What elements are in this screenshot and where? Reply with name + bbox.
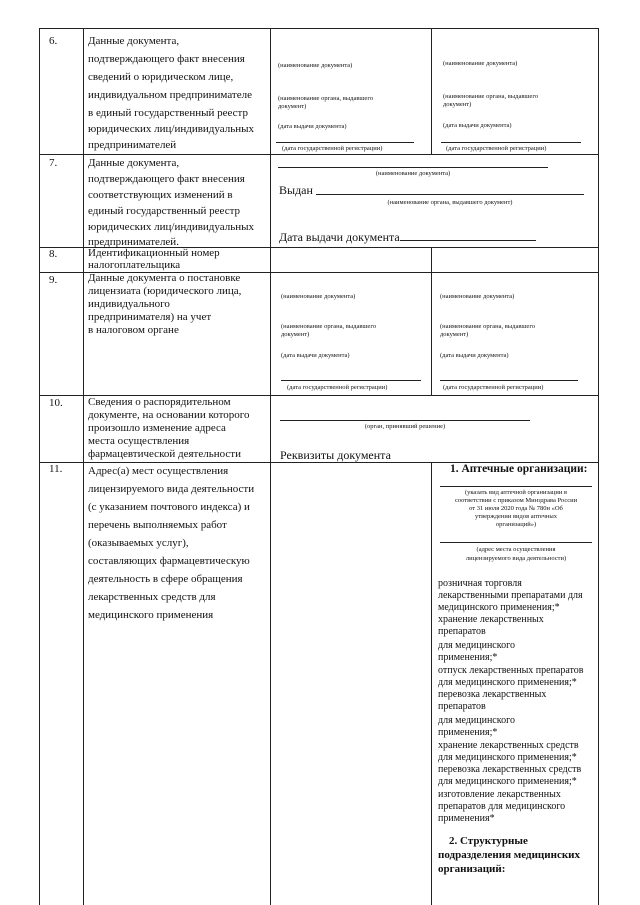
- issue-date-label: Дата выдачи документа: [279, 230, 400, 244]
- row-desc-line: налогоплательщика: [88, 259, 181, 271]
- caption-registration-date: (дата государственной регистрации): [287, 384, 388, 391]
- section2-title: 2. Структурные: [449, 835, 528, 847]
- service-item: для медицинского применения;*: [438, 752, 577, 763]
- caption-doc-name: (наименование документа): [443, 60, 518, 67]
- row-desc-line: Идентификационный номер: [88, 247, 220, 259]
- issue-date-field[interactable]: [400, 240, 536, 241]
- row-desc-line: составляющих фармацевтическую: [88, 555, 250, 567]
- caption-pharmacy-type: от 31 июля 2020 года № 780н «Об: [469, 505, 563, 512]
- row-desc-line: лекарственных средств для: [88, 591, 216, 603]
- row-desc-line: места осуществления: [88, 435, 190, 447]
- caption-registration-date: (дата государственной регистрации): [446, 145, 547, 152]
- row-number: 11.: [49, 463, 63, 475]
- service-item: хранение лекарственных средств: [438, 740, 579, 751]
- row-desc-line: (с указанием почтового индекса) и: [88, 501, 250, 513]
- caption-registration-date: (дата государственной регистрации): [443, 384, 544, 391]
- service-item: для медицинского применения;*: [438, 677, 577, 688]
- row-desc-line: юридических лиц/индивидуальных: [88, 221, 255, 233]
- row-desc-line: индивидуального: [88, 298, 170, 310]
- row-desc-line: сведений о юридическом лице,: [88, 71, 234, 83]
- service-item: перевозка лекарственных средств: [438, 764, 582, 775]
- caption-issue-date: (дата выдачи документа): [278, 123, 347, 130]
- row-desc-line: Данные документа,: [88, 35, 180, 47]
- row-desc-line: медицинского применения: [88, 609, 214, 621]
- row-number: 8.: [49, 248, 58, 260]
- caption-issue-date: (дата выдачи документа): [443, 122, 512, 129]
- service-item: изготовление лекарственных: [438, 789, 561, 800]
- caption-issuer: (наименование органа, выдавшего документ): [387, 199, 513, 206]
- caption-issuer-cont: документ): [281, 331, 310, 338]
- caption-pharmacy-type: утверждении видов аптечных: [474, 513, 557, 520]
- caption-pharmacy-type: организаций»): [495, 521, 537, 528]
- caption-issuer-cont: документ): [443, 101, 472, 108]
- row-desc-line: юридических лиц/индивидуальных: [88, 123, 255, 135]
- caption-pharmacy-type: (указать вид аптечной организации в: [464, 489, 568, 496]
- section2-title: подразделения медицинских: [438, 849, 581, 861]
- row-desc-line: в налоговом органе: [88, 324, 179, 336]
- row-desc-line: подтверждающего факт внесения: [88, 173, 245, 185]
- row-desc-line: Сведения о распорядительном: [88, 396, 231, 408]
- authority-field[interactable]: [280, 420, 530, 421]
- caption-authority: (орган, принявший решение): [364, 423, 446, 430]
- service-item: препаратов для медицинского: [438, 801, 566, 812]
- service-item: для медицинского применения;*: [438, 776, 577, 787]
- row-desc-line: Данные документа о постановке: [88, 272, 241, 284]
- row-desc-line: индивидуальном предпринимателе: [88, 89, 252, 101]
- row-desc-line: перечень выполняемых работ: [88, 519, 227, 531]
- row-desc-line: единый государственный реестр: [88, 205, 241, 217]
- service-item: перевозка лекарственных: [438, 689, 547, 700]
- caption-address: лицензируемого вида деятельности): [465, 555, 567, 562]
- service-item: лекарственными препаратами для: [438, 590, 583, 601]
- row-desc-line: соответствующих изменений в: [88, 189, 233, 201]
- row-desc-line: предпринимателей: [88, 139, 177, 151]
- service-item: розничная торговля: [438, 578, 522, 589]
- service-item: медицинского применения;*: [438, 602, 560, 613]
- row-number: 10.: [49, 397, 63, 409]
- caption-issuer: (наименование органа, выдавшего: [440, 323, 536, 330]
- row-desc-line: лицензиата (юридического лица,: [88, 285, 242, 297]
- caption-issuer: (наименование органа, выдавшего: [443, 93, 539, 100]
- row-desc-line: в единый государственный реестр: [88, 107, 248, 119]
- row-desc-line: предпринимателя) на учет: [88, 311, 212, 323]
- section1-title: 1. Аптечные организации:: [450, 463, 588, 475]
- issued-field[interactable]: [316, 194, 584, 195]
- caption-issue-date: (дата выдачи документа): [440, 352, 509, 359]
- details-label: Реквизиты документа: [280, 448, 391, 462]
- caption-doc-name: (наименование документа): [281, 293, 356, 300]
- row-desc-line: Адрес(а) мест осуществления: [88, 465, 229, 477]
- row-desc-line: документе, на основании которого: [88, 409, 250, 421]
- row-desc-line: произошло изменение адреса: [88, 422, 226, 434]
- row-desc-line: лицензируемого вида деятельности: [88, 483, 255, 495]
- row-desc-line: Данные документа,: [88, 157, 180, 169]
- service-item: хранение лекарственных: [438, 614, 544, 625]
- caption-issue-date: (дата выдачи документа): [281, 352, 350, 359]
- row-number: 9.: [49, 274, 58, 286]
- service-item: препаратов: [438, 701, 486, 712]
- row-desc-line: (оказываемых услуг),: [88, 537, 189, 549]
- caption-issuer: (наименование органа, выдавшего: [281, 323, 377, 330]
- row-number: 7.: [49, 157, 58, 169]
- section2-title: организаций:: [438, 863, 506, 875]
- row-desc-line: деятельность в сфере обращения: [88, 573, 243, 585]
- caption-issuer-cont: документ): [278, 103, 307, 110]
- service-item: для медицинского: [438, 715, 515, 726]
- service-item: для медицинского: [438, 640, 515, 651]
- pharmacy-type-field[interactable]: [440, 486, 592, 487]
- service-item: препаратов: [438, 626, 486, 637]
- caption-doc-name: (наименование документа): [375, 170, 451, 177]
- caption-doc-name: (наименование документа): [278, 62, 353, 69]
- caption-registration-date: (дата государственной регистрации): [282, 145, 383, 152]
- row-desc-line: подтверждающего факт внесения: [88, 53, 245, 65]
- row-desc-line: предпринимателей.: [88, 236, 179, 248]
- address-field[interactable]: [440, 542, 592, 543]
- caption-address: (адрес места осуществления: [476, 546, 556, 553]
- service-item: применения*: [438, 813, 495, 824]
- row-number: 6.: [49, 35, 58, 47]
- issued-label: Выдан: [279, 183, 313, 197]
- caption-issuer: (наименование органа, выдавшего: [278, 95, 374, 102]
- caption-pharmacy-type: соответствии с приказом Минздрава России: [454, 497, 578, 504]
- service-item: применения;*: [438, 652, 498, 663]
- row-desc-line: фармацевтической деятельности: [88, 448, 241, 460]
- caption-issuer-cont: документ): [440, 331, 469, 338]
- service-item: отпуск лекарственных препаратов: [438, 665, 584, 676]
- caption-doc-name: (наименование документа): [440, 293, 515, 300]
- service-item: применения;*: [438, 727, 498, 738]
